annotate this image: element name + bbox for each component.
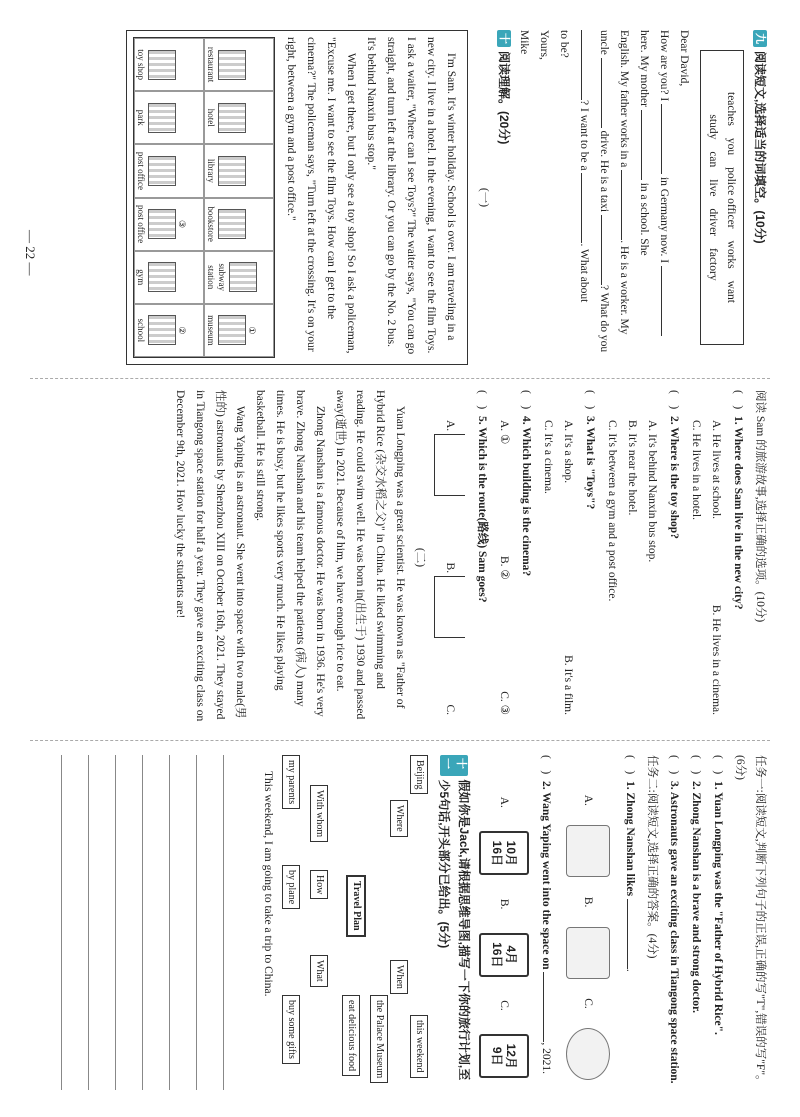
tf-3: ( )3. Astronauts gave an exciting class in Tiangong space station. <box>668 755 680 1084</box>
choice-2: ( )2. Wang Yaping went into the space on , 2021. <box>536 755 556 1090</box>
calendar-icon: 4月 16日 <box>479 933 529 977</box>
passage-wang: Wang Yaping is an astronaut. She went into space with two male(男性的) astronauts by Shenzhou XIII on October 16th, 2021. They stayed in Tiangong space station for half a year. They gave an exciting class on December 9th, 2021. How lucky the students are! <box>174 390 246 722</box>
blank-5[interactable] <box>601 58 614 128</box>
map-hotel: hotel <box>204 91 274 144</box>
passage-sam: I'm Sam. It's winter holiday. School is over. I am traveling in a new city. I live in a hotel. In the evening, I want to see the film Toys. I ask a waiter, "Where can I see Toys?" The waiter says, "You can go straight, and turn left at the library. Or you can go by the No. 2 bus. It's behind Nanxin bus stop." When I get there, but I only see a toy shop! So I ask a policeman, "Excuse me. I want to see the film Toys. How can I get to the cinema?" The policeman says, "Turn left at the crossing. It's on your right, between a gym and a post office." restaurant hotel library bookstore subway station ① museum toy shop park post office ③ post office gym ② school <box>126 30 468 365</box>
rotated-page <box>23 30 770 1090</box>
writing-lines[interactable] <box>61 755 250 1090</box>
question-3: ( )3. What is "Toys"? <box>584 390 596 510</box>
mm-where: Where <box>390 800 408 837</box>
column-1 <box>30 30 770 365</box>
column-divider <box>30 740 770 741</box>
instruction: 阅读 Sam 的旅游故事,选择正确的选项。(10分) <box>754 390 766 623</box>
mind-map: Travel Plan When this weekend Where Beijing With whom my parents How by plane What the Palace Museum eat delicious food buy some gifts <box>278 755 428 1090</box>
map-subway: subway station <box>204 251 274 304</box>
books-icon <box>566 927 610 979</box>
question-2: ( )2. Where is the toy shop? <box>668 390 680 539</box>
map-gym: gym <box>134 251 204 304</box>
basketball-icon <box>566 1028 610 1080</box>
mm-how: How <box>310 870 328 899</box>
word-bank: teachesyoupolice officerworkswant studycanlivedriverfactory <box>700 50 744 345</box>
column-divider <box>30 378 770 379</box>
blank-3[interactable] <box>641 110 654 180</box>
tf-1: ( )1. Yuan Longping was the "Father of Hybrid Rice". <box>712 755 724 1035</box>
section-11-header: 十一 假如你是Jack,请根据思维导图,描写一下你的旅行计划,至少5句话,开头部分已给出。(5分) <box>434 755 474 1090</box>
part-2-label: (二) <box>414 547 426 568</box>
mm-hub: Travel Plan <box>346 875 366 937</box>
map-toy-shop: toy shop <box>134 38 204 91</box>
calendar-icon: 10月 16日 <box>479 831 529 875</box>
blank-8[interactable] <box>581 173 594 243</box>
question-1: ( )1. Where does Sam live in the new city? <box>732 390 744 610</box>
map-post-office: post office <box>134 144 204 197</box>
passage-zhong: Zhong Nanshan is a famous doctor. He was born in 1936. He's very brave. Zhong Nanshan and his team helped the patients (病人) many times. He is busy, but he likes sports very much. He likes playing basketball. He is still strong. <box>254 390 326 717</box>
tf-2: ( )2. Zhong Nanshan is a brave and strong doctor. <box>690 755 702 1013</box>
blank-6[interactable] <box>601 215 614 285</box>
section-10-header: 十 阅读理解。(20分) <box>494 30 514 365</box>
question-5: ( )5. Which is the route(路线) Sam goes? <box>476 390 488 603</box>
blank-1[interactable] <box>661 104 674 174</box>
map-restaurant: restaurant <box>204 38 274 91</box>
swimming-icon <box>566 825 610 877</box>
map-library: library <box>204 144 274 197</box>
mm-what: What <box>310 955 328 987</box>
section-9-header: 九 阅读短文,选择适当的词填空。(10分) <box>750 30 770 365</box>
page-number: — 22 — <box>23 230 38 276</box>
writing-start: This weekend, I am going to take a trip to China. <box>262 771 274 997</box>
mm-when: When <box>390 960 408 994</box>
passage-yuan: Yuan Longping was a great scientist. He was known as "Father of Hybrid Rice (杂交水稻之父)" in China. He liked swimming and reading. He could swim well. He was born in(出生于) 1930 and passed away(逝世) in 2021. Because of him, we have enough rice to eat. <box>334 390 406 720</box>
city-map <box>133 37 275 358</box>
task-2-instruction: 任务二:阅读短文,选择正确的答案。(4分) <box>646 755 658 959</box>
calendar-icon: 12月 9日 <box>479 1034 529 1078</box>
route-a-icon <box>435 434 466 496</box>
blank-4[interactable] <box>621 170 634 240</box>
map-bookstore: bookstore <box>204 198 274 251</box>
question-4: ( )4. Which building is the cinema? <box>520 390 532 577</box>
map-building-3: ③ post office <box>134 198 204 251</box>
column-3: 任务一:阅读短文,判断下列句子的正误,正确的写"T",错误的写"F"。(6分) ( )1. Yuan Longping was the "Father of Hybrid Rice". ( )2. Zhong Nanshan is a brave and strong doctor. ( )3. Astronauts gave an exciting class in Tiangong space station. 任务二:阅读短文,选择正确的答案。(4分) ( )1. Zhong Nanshan likes . A. B. C. ( )2. Wang Yaping went into the space on , 2021. A. 10月 16日 B. 4月 16日 C. 12月 9日 十一 假如你是Jack,请根据思维导图,描写一下你的旅行计划,至少5句话,开头部分已给出。(5分) Travel Plan When this weekend Where Beijing With whom my parents How by plane What the Palace Museum eat delicious food buy some gifts This weekend, I am going to take a trip to China. <box>30 755 770 1090</box>
task-1-instruction: 任务一:阅读短文,判断下列句子的正误,正确的写"T",错误的写"F"。(6分) <box>734 755 766 1087</box>
map-building-1: ① museum <box>204 304 274 357</box>
blank-7[interactable] <box>581 30 594 100</box>
mm-with: With whom <box>310 785 328 842</box>
map-building-2: ② school <box>134 304 204 357</box>
letter: Dear David, How are you? I in Germany now. I here. My mother in a school. She English. My father works in a . He is a worker. My uncle drive. He is a taxi ? What do you ? I want to be a . What about to be? Yours, Mike <box>518 30 690 353</box>
route-b-icon <box>435 576 466 638</box>
column-2: 阅读 Sam 的旅游故事,选择正确的选项。(10分) ( )1. Where does Sam live in the new city? A. He lives at school. B. He lives in a cinema. C. He lives in a hotel. ( )2. Where is the toy shop? A. It's behind Nanxin bus stop. B. It's near the hotel. C. It's between a gym and a post office. ( )3. What is "Toys"? A. It's a shop. B. It's a film. C. It's a cinema. ( )4. Which building is the cinema? A. ① B. ② C. ③ ( )5. Which is the route(路线) Sam goes? A. B. C. (二) Yuan Longping was a great scientist. He was known as "Father of Hybrid Rice (杂交水稻之父)" in China. He liked swimming and reading. He could swim well. He was born in(出生于) 1930 and passed away(逝世) in 2021. Because of him, we have enough rice to eat. Zhong Nanshan is a famous doctor. He was born in 1936. He's very brave. Zhong Nanshan and his team helped the patients (病人) many times. He is busy, but he likes sports very much. He likes playing basketball. He is still strong. Wang Yaping is an astronaut. She went into space with two male(男性的) astronauts by Shenzhou XIII on October 16th, 2021. They stayed in Tiangong space station for half a year. They gave an exciting class on December 9th, 2021. How lucky the students are! <box>30 390 770 725</box>
blank-2[interactable] <box>661 266 674 336</box>
map-park: park <box>134 91 204 144</box>
choice-1: ( )1. Zhong Nanshan likes . <box>620 755 640 1090</box>
part-1-label: (一) <box>478 187 490 208</box>
